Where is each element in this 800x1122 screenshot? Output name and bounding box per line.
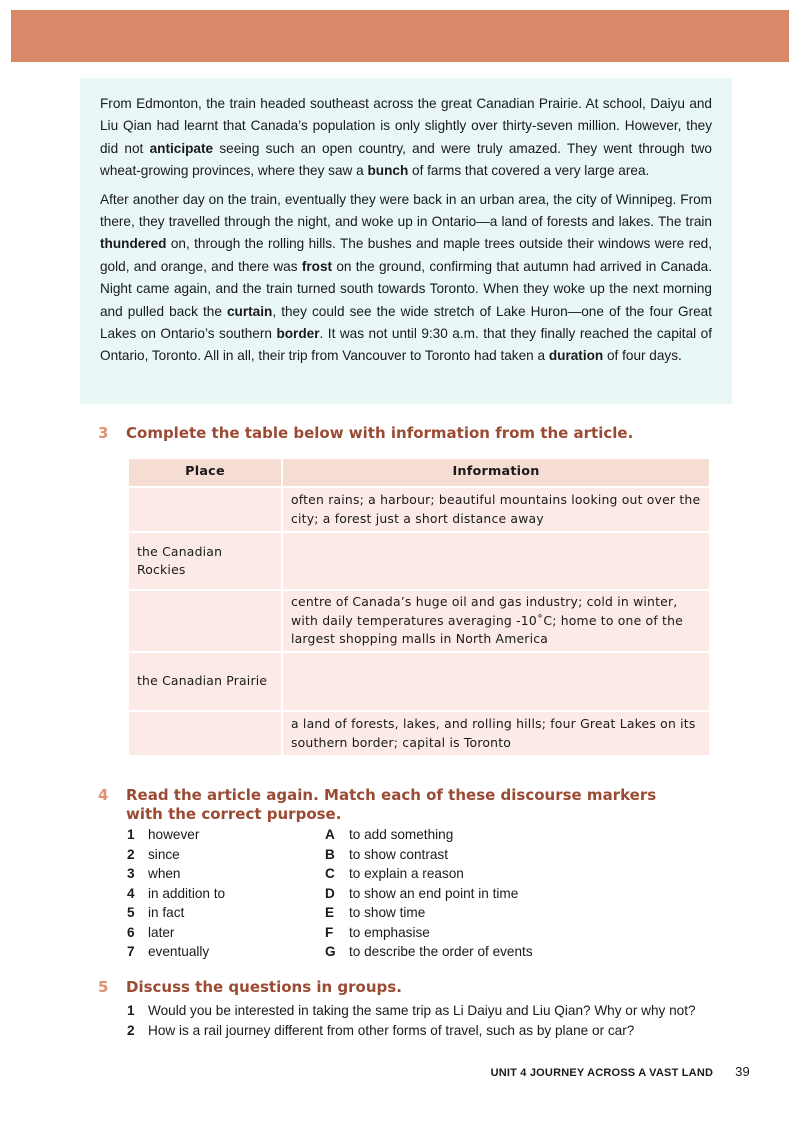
vocabulary-word: curtain (227, 303, 273, 319)
purpose-text[interactable]: to emphasise (349, 924, 430, 940)
purpose-text[interactable]: to show an end point in time (349, 885, 519, 901)
discussion-question: How is a rail journey different from other forms of travel, such as by plane or car? (148, 1023, 635, 1038)
matching-list (127, 825, 533, 962)
page-footer (420, 1064, 750, 1079)
discourse-marker[interactable]: in addition to (148, 885, 226, 901)
purpose-text[interactable]: to add something (349, 827, 454, 842)
item-number: 7 (127, 944, 135, 959)
passage-text: on the ground, confirming that autumn had arrived in Canada. Night came again, and the train turned south towards Toronto. When they woke up the next morning and pulled back the (100, 258, 712, 319)
matching-row (127, 903, 533, 923)
item-number: 1 (127, 1003, 135, 1018)
passage-text: After another day on the train, eventually they were back in an urban area, the city of Winnipeg. From there, they travelled through the night, and woke up in Ontario—a land of forests and lakes. The train (100, 191, 712, 230)
header-band (11, 10, 789, 62)
vocabulary-word: frost (301, 258, 333, 274)
place-cell[interactable]: the Canadian Rockies (128, 532, 282, 590)
passage-text: , they could see the wide stretch of Lake Huron—one of the four Great Lakes on Ontario’s southern (100, 303, 712, 342)
purpose-letter: C (325, 866, 335, 881)
reading-paragraph-1 (100, 93, 712, 183)
item-number: 6 (127, 924, 135, 940)
item-number: 2 (127, 846, 135, 862)
discourse-marker[interactable]: when (148, 866, 181, 881)
table-row (128, 652, 710, 711)
vocabulary-word: anticipate (149, 140, 214, 156)
passage-text: . It was not until 9:30 a.m. that they finally reached the capital of Ontario, Toronto. All in all, their trip from Vancouver to Toronto had taken a (100, 326, 713, 364)
item-number: 5 (127, 905, 135, 920)
discourse-marker[interactable]: in fact (148, 905, 185, 920)
passage-text: From Edmonton, the train headed southeast across the great Canadian Prairie. At school, Daiyu and Liu Qian had learnt that Canada’s population is only slightly over thirty-seven million. However, they did not (100, 96, 712, 156)
passage-text: of farms that covered a very large area. (408, 163, 650, 179)
vocabulary-word: bunch (367, 163, 409, 179)
discussion-list (127, 1001, 696, 1041)
purpose-text[interactable]: to describe the order of events (349, 944, 533, 959)
question-text: Complete the table below with information from the article. (126, 424, 634, 442)
item-number: 2 (127, 1023, 135, 1038)
discourse-marker[interactable]: however (148, 827, 200, 842)
purpose-letter: E (325, 905, 335, 920)
passage-text: of four days. (603, 348, 682, 364)
discussion-item (127, 1001, 696, 1021)
reading-paragraph-2 (100, 189, 712, 368)
purpose-text[interactable]: to show contrast (349, 846, 448, 862)
matching-row (127, 923, 533, 943)
discussion-item (127, 1021, 696, 1041)
place-cell[interactable] (128, 487, 282, 532)
item-number: 4 (127, 885, 135, 901)
purpose-letter: B (325, 846, 335, 862)
matching-row (127, 845, 533, 865)
question-5-heading (98, 978, 686, 997)
purpose-text[interactable]: to explain a reason (349, 866, 464, 881)
table-row (128, 487, 710, 532)
question-4-heading (98, 786, 686, 824)
question-text: Read the article again. Match each of these discourse markers with the correct purpose. (126, 786, 657, 823)
discourse-marker[interactable]: later (148, 924, 175, 940)
purpose-letter: D (325, 885, 335, 901)
information-cell[interactable]: often rains; a harbour; beautiful mountains looking out over the city; a forest just a short distance away (282, 487, 710, 532)
item-number: 1 (127, 827, 135, 842)
place-cell[interactable] (128, 711, 282, 756)
purpose-letter: F (325, 924, 334, 940)
question-text: Discuss the questions in groups. (126, 978, 402, 996)
question-number: 3 (98, 424, 109, 442)
vocabulary-word: thundered (100, 236, 167, 252)
passage-text: on, through the rolling hills. The bushes and maple trees outside their windows were red, gold, and orange, and there was (100, 236, 712, 274)
purpose-letter: A (325, 827, 335, 842)
column-header-place: Place (128, 458, 282, 487)
matching-row (127, 825, 533, 845)
information-cell[interactable] (282, 652, 710, 711)
reading-passage (80, 78, 732, 404)
item-number: 3 (127, 866, 135, 881)
information-cell[interactable]: a land of forests, lakes, and rolling hills; four Great Lakes on its southern border; capital is Toronto (282, 711, 710, 756)
passage-text: seeing such an open country, and were truly amazed. They went through two wheat-growing provinces, where they saw a (100, 140, 712, 179)
question-3-heading (98, 424, 686, 443)
information-cell[interactable] (282, 532, 710, 590)
information-cell[interactable]: centre of Canada’s huge oil and gas industry; cold in winter, with daily temperatures averaging -10˚C; home to one of the largest shopping malls in North America (282, 590, 710, 652)
matching-row (127, 942, 533, 962)
info-table (127, 457, 711, 757)
vocabulary-word: border (276, 326, 320, 342)
column-header-information: Information (282, 458, 710, 487)
purpose-letter: G (325, 944, 336, 959)
place-cell[interactable] (128, 590, 282, 652)
page-number: 39 (735, 1064, 750, 1079)
table-row (128, 532, 710, 590)
question-number: 5 (98, 978, 109, 996)
table-row (128, 590, 710, 652)
vocabulary-word: duration (548, 348, 604, 364)
question-number: 4 (98, 786, 109, 804)
discourse-marker[interactable]: since (148, 846, 180, 862)
purpose-text[interactable]: to show time (349, 905, 426, 920)
unit-title: UNIT 4 JOURNEY ACROSS A VAST LAND (490, 1067, 714, 1079)
matching-row (127, 884, 533, 904)
discourse-marker[interactable]: eventually (148, 944, 210, 959)
table-row (128, 711, 710, 756)
place-cell[interactable]: the Canadian Prairie (128, 652, 282, 711)
discussion-question: Would you be interested in taking the same trip as Li Daiyu and Liu Qian? Why or why not? (148, 1003, 696, 1018)
matching-row (127, 864, 533, 884)
